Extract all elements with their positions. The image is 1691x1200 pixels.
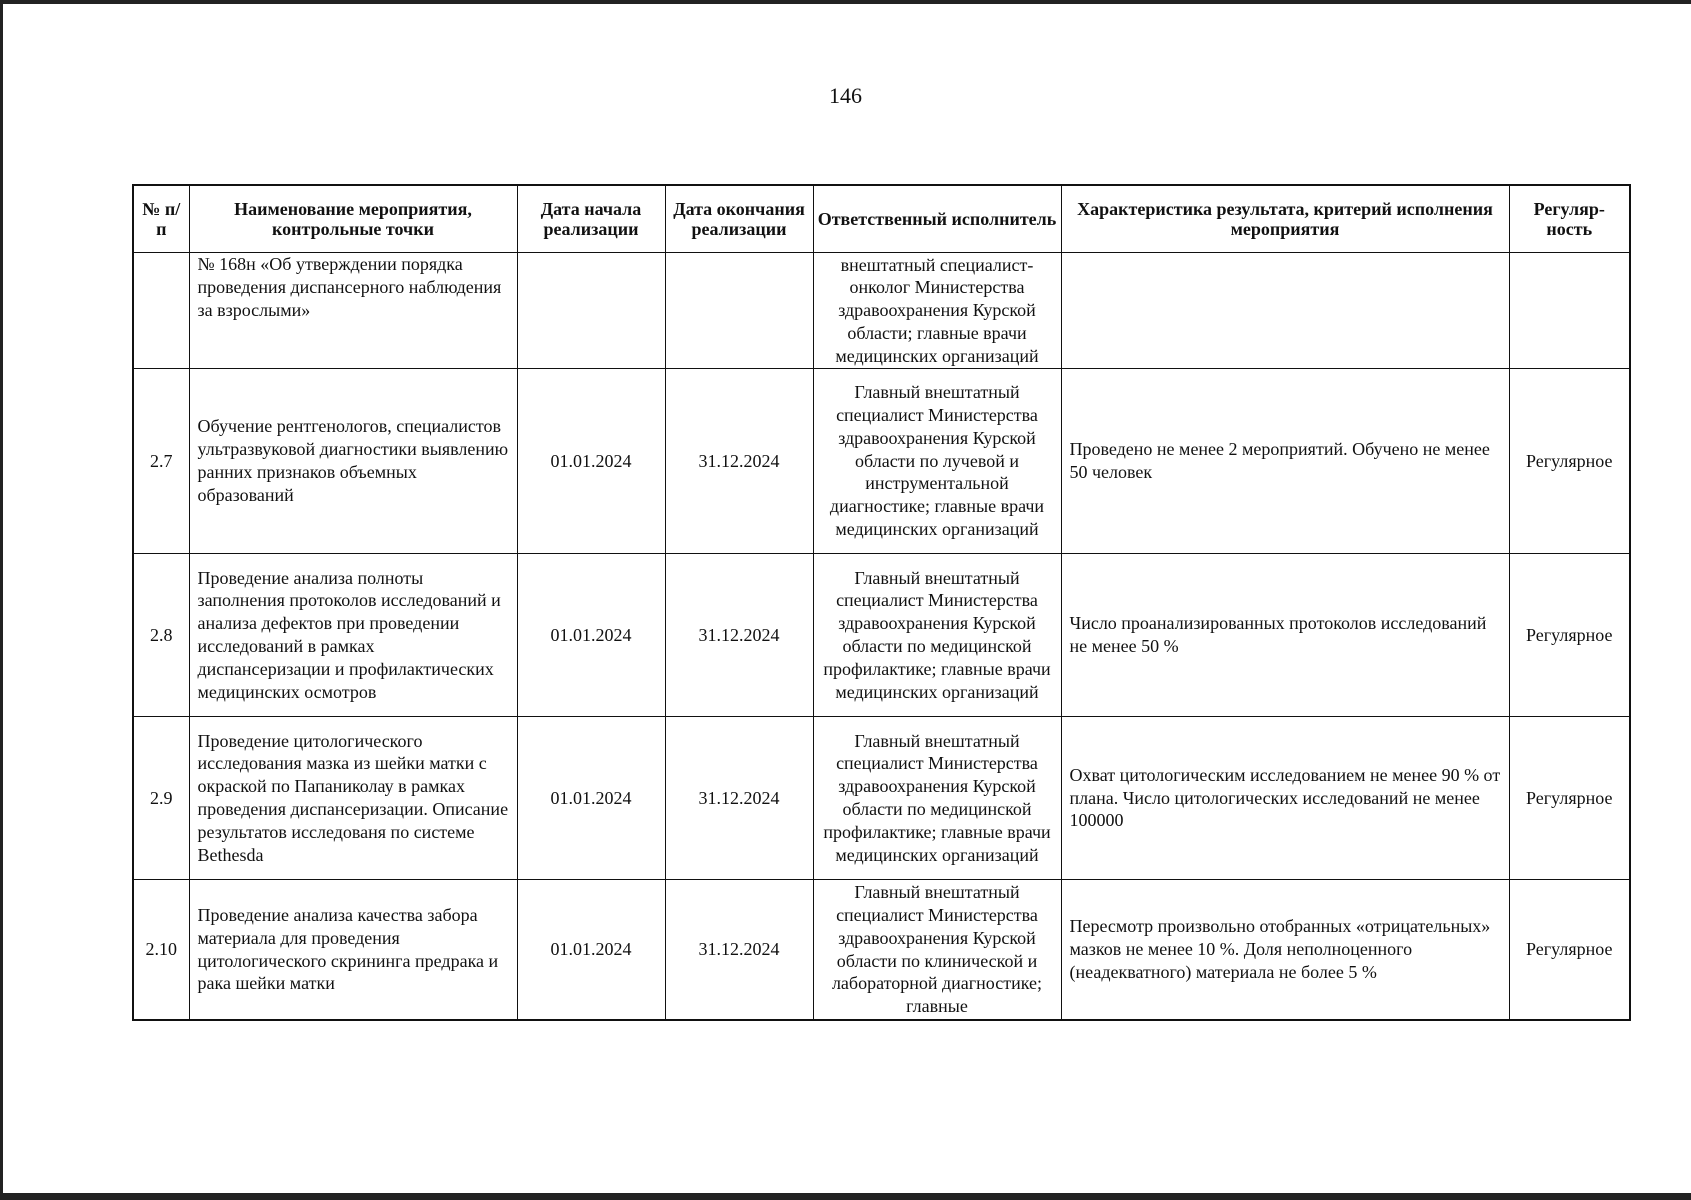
cell-regularity: Регулярное [1509, 880, 1630, 1021]
table-row [133, 369, 1630, 554]
cell-result: Охват цитологическим исследованием не менее 90 % от плана. Число цитологических исследований не менее 100000 [1061, 717, 1509, 880]
table-row [133, 717, 1630, 880]
cell-num [133, 253, 189, 369]
cell-start-date: 01.01.2024 [517, 369, 665, 554]
cell-responsible: Главный внештатный специалист Министерства здравоохранения Курской области по медицинской профилактике; главные врачи медицинских организаций [813, 554, 1061, 717]
header-name: Наименование мероприятия, контрольные точки [189, 185, 517, 253]
cell-regularity: Регулярное [1509, 369, 1630, 554]
cell-end-date: 31.12.2024 [665, 717, 813, 880]
measures-table [132, 184, 1631, 1021]
cell-responsible: Главный внештатный специалист Министерства здравоохранения Курской области по лучевой и инструментальной диагностике; главные врачи медицинских организаций [813, 369, 1061, 554]
cell-regularity: Регулярное [1509, 717, 1630, 880]
page-frame-bottom [0, 1193, 1691, 1200]
page-number: 146 [829, 83, 862, 108]
cell-end-date: 31.12.2024 [665, 880, 813, 1021]
table-row [133, 880, 1630, 1021]
page-frame-left [0, 0, 3, 1200]
page-frame-top [0, 0, 1691, 4]
header-result: Характеристика результата, критерий исполнения мероприятия [1061, 185, 1509, 253]
cell-regularity: Регулярное [1509, 554, 1630, 717]
cell-result: Число проанализированных протоколов исследований не менее 50 % [1061, 554, 1509, 717]
cell-start-date: 01.01.2024 [517, 717, 665, 880]
cell-result: Проведено не менее 2 мероприятий. Обучено не менее 50 человек [1061, 369, 1509, 554]
cell-num: 2.9 [133, 717, 189, 880]
cell-end-date [665, 253, 813, 369]
header-responsible: Ответственный исполнитель [813, 185, 1061, 253]
table-row [133, 554, 1630, 717]
cell-responsible: Главный внештатный специалист Министерства здравоохранения Курской области по клинической и лабораторной диагностике; главные [813, 880, 1061, 1021]
header-num: № п/п [133, 185, 189, 253]
cell-name: Обучение рентгенологов, специалистов ультразвуковой диагностики выявлению ранних признаков объемных образований [189, 369, 517, 554]
cell-result: Пересмотр произвольно отобранных «отрицательных» мазков не менее 10 %. Доля неполноценного (неадекватного) материала не более 5 % [1061, 880, 1509, 1021]
table-header-row [133, 185, 1630, 253]
cell-name: № 168н «Об утверждении порядка проведения диспансерного наблюдения за взрослыми» [189, 253, 517, 369]
cell-start-date: 01.01.2024 [517, 554, 665, 717]
cell-start-date: 01.01.2024 [517, 880, 665, 1021]
cell-name: Проведение анализа полноты заполнения протоколов исследований и анализа дефектов при проведении исследований в рамках диспансеризации и профилактических медицинских осмотров [189, 554, 517, 717]
cell-responsible: Главный внештатный специалист Министерства здравоохранения Курской области по медицинской профилактике; главные врачи медицинских организаций [813, 717, 1061, 880]
cell-responsible: внештатный специалист-онколог Министерства здравоохранения Курской области; главные врачи медицинских организаций [813, 253, 1061, 369]
header-end-date: Дата окончания реализации [665, 185, 813, 253]
cell-name: Проведение цитологического исследования мазка из шейки матки с окраской по Папаниколау в рамках проведения диспансеризации. Описание результатов исследованя по системе Bethesda [189, 717, 517, 880]
header-regularity: Регуляр-ность [1509, 185, 1630, 253]
cell-end-date: 31.12.2024 [665, 554, 813, 717]
cell-num: 2.10 [133, 880, 189, 1021]
cell-end-date: 31.12.2024 [665, 369, 813, 554]
cell-regularity [1509, 253, 1630, 369]
cell-num: 2.7 [133, 369, 189, 554]
cell-start-date [517, 253, 665, 369]
table-row [133, 253, 1630, 369]
cell-result [1061, 253, 1509, 369]
cell-num: 2.8 [133, 554, 189, 717]
header-start-date: Дата начала реализации [517, 185, 665, 253]
cell-name: Проведение анализа качества забора материала для проведения цитологического скрининга предрака и рака шейки матки [189, 880, 517, 1021]
